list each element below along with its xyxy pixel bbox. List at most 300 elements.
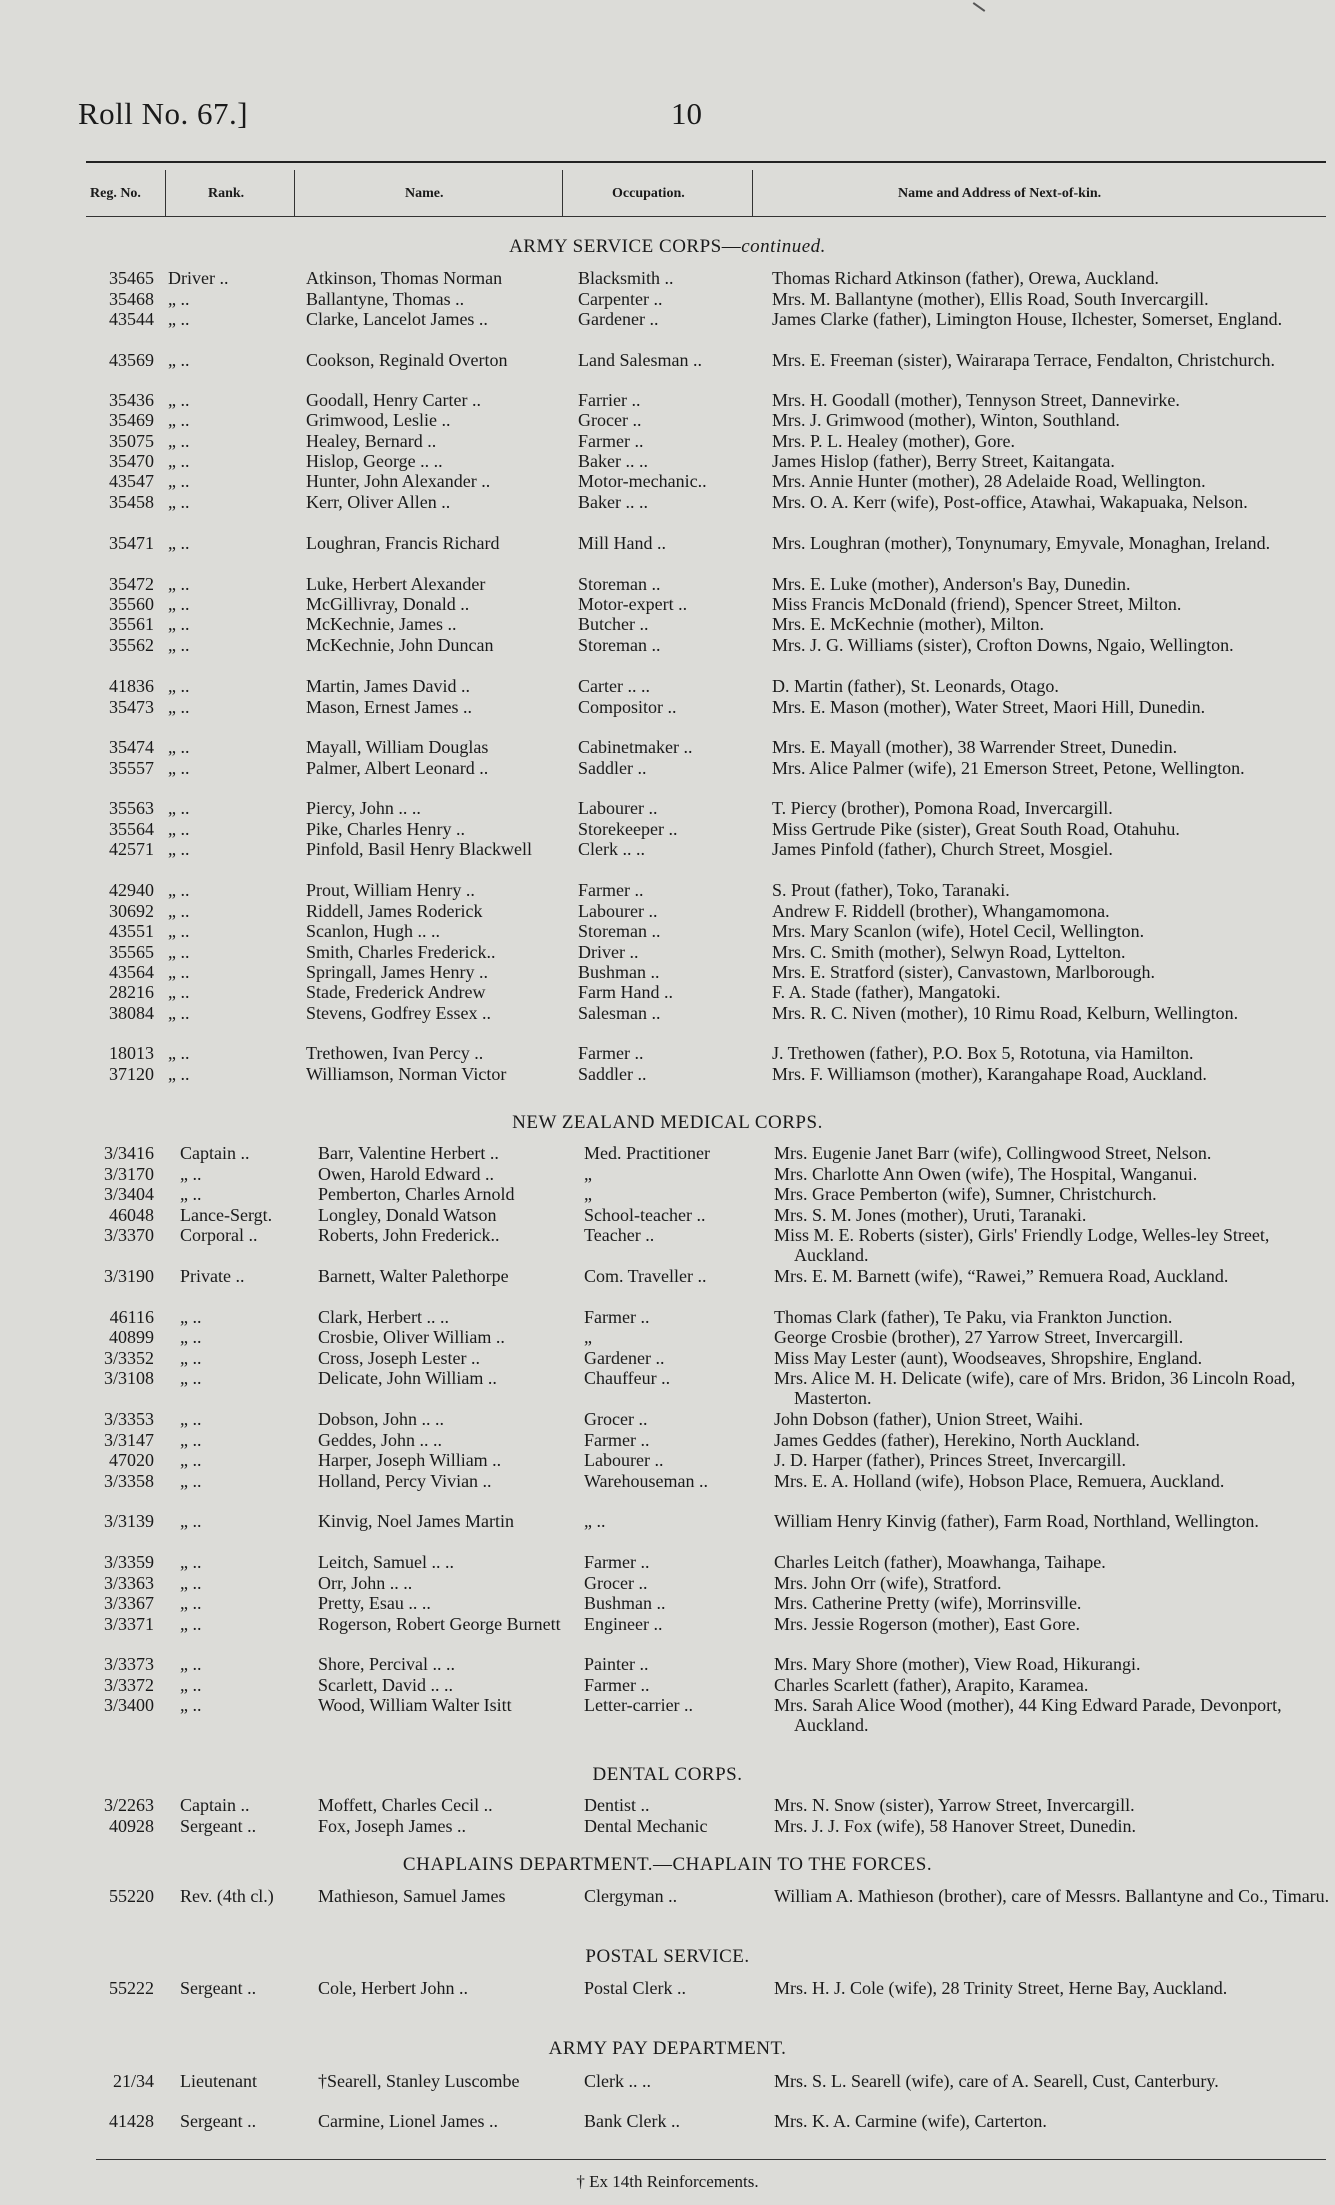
rank: „ .. xyxy=(180,1164,202,1184)
next-of-kin: Charles Leitch (father), Moawhanga, Taihape. xyxy=(774,1552,1106,1572)
reg-no: 35472 xyxy=(109,574,154,594)
occupation: Storekeeper .. xyxy=(578,819,678,839)
section-title: ARMY SERVICE CORPS— xyxy=(509,236,742,257)
next-of-kin: James Hislop (father), Berry Street, Kaitangata. xyxy=(772,451,1115,471)
occupation: Grocer .. xyxy=(584,1409,648,1429)
soldier-name: Clarke, Lancelot James .. xyxy=(306,309,488,329)
reg-no: 35468 xyxy=(109,289,154,309)
col-header-reg: Reg. No. xyxy=(90,186,141,201)
reg-no: 43551 xyxy=(109,921,154,941)
reg-no: 35562 xyxy=(109,635,154,655)
soldier-name: Orr, John .. .. xyxy=(318,1573,413,1593)
rank: „ .. xyxy=(180,1368,202,1388)
soldier-name: Holland, Percy Vivian .. xyxy=(318,1471,492,1491)
occupation: Farrier .. xyxy=(578,390,641,410)
next-of-kin: J. D. Harper (father), Princes Street, Invercargill. xyxy=(774,1450,1127,1470)
occupation: Driver .. xyxy=(578,942,639,962)
soldier-name: Riddell, James Roderick xyxy=(306,901,483,921)
occupation: Storeman .. xyxy=(578,574,661,594)
rank: Sergeant .. xyxy=(180,1978,257,1998)
rank: „ .. xyxy=(168,574,190,594)
next-of-kin: Mrs. Annie Hunter (mother), 28 Adelaide Road, Wellington. xyxy=(772,471,1206,491)
occupation: Saddler .. xyxy=(578,758,647,778)
page-header xyxy=(78,96,1328,136)
occupation: Storeman .. xyxy=(578,921,661,941)
occupation: Farmer .. xyxy=(578,880,644,900)
soldier-name: Stade, Frederick Andrew xyxy=(306,982,486,1002)
next-of-kin: James Geddes (father), Herekino, North Auckland. xyxy=(774,1430,1140,1450)
soldier-name: Delicate, John William .. xyxy=(318,1368,497,1388)
occupation: School-teacher .. xyxy=(584,1205,706,1225)
rank: „ .. xyxy=(180,1675,202,1695)
next-of-kin: Mrs. R. C. Niven (mother), 10 Rimu Road, Kelburn, Wellington. xyxy=(772,1003,1239,1023)
next-of-kin: John Dobson (father), Union Street, Waihi. xyxy=(774,1409,1084,1429)
reg-no: 3/3372 xyxy=(103,1675,154,1695)
occupation: Farmer .. xyxy=(578,1043,644,1063)
reg-no: 42571 xyxy=(109,839,154,859)
next-of-kin: Mrs. Eugenie Janet Barr (wife), Collingwood Street, Nelson. xyxy=(774,1143,1212,1163)
soldier-name: Scanlon, Hugh .. .. xyxy=(306,921,440,941)
occupation: Farmer .. xyxy=(584,1552,650,1572)
occupation: Land Salesman .. xyxy=(578,350,702,370)
next-of-kin: Miss M. E. Roberts (sister), Girls' Friendly Lodge, Welles-ley Street, Auckland. xyxy=(774,1225,1270,1265)
soldier-name: Mason, Ernest James .. xyxy=(306,697,472,717)
next-of-kin: James Clarke (father), Limington House, Ilchester, Somerset, England. xyxy=(772,309,1283,329)
next-of-kin: Mrs. M. Ballantyne (mother), Ellis Road, South Invercargill. xyxy=(772,289,1209,309)
rank: „ .. xyxy=(180,1430,202,1450)
reg-no: 42940 xyxy=(109,880,154,900)
next-of-kin: Mrs. O. A. Kerr (wife), Post-office, Atawhai, Wakapuaka, Nelson. xyxy=(772,492,1248,512)
col-divider xyxy=(752,170,753,216)
rank: „ .. xyxy=(180,1614,202,1634)
rank: Captain .. xyxy=(180,1143,250,1163)
reg-no: 35458 xyxy=(109,492,154,512)
next-of-kin: Thomas Richard Atkinson (father), Orewa, Auckland. xyxy=(772,268,1159,288)
occupation: Grocer .. xyxy=(584,1573,648,1593)
occupation: Farmer .. xyxy=(584,1430,650,1450)
reg-no: 3/3404 xyxy=(103,1184,154,1204)
rank: Sergeant .. xyxy=(180,2111,257,2131)
reg-no: 3/2263 xyxy=(103,1795,154,1815)
page-number: 10 xyxy=(671,96,702,131)
rank: „ .. xyxy=(168,1003,190,1023)
rank: „ .. xyxy=(168,635,190,655)
occupation: Saddler .. xyxy=(578,1064,647,1084)
rank: „ .. xyxy=(168,676,190,696)
rank: „ .. xyxy=(180,1573,202,1593)
rank: „ .. xyxy=(180,1184,202,1204)
rank: „ .. xyxy=(168,533,190,553)
footnote: † Ex 14th Reinforcements. xyxy=(576,2172,759,2191)
reg-no: 38084 xyxy=(109,1003,154,1023)
soldier-name: Pinfold, Basil Henry Blackwell xyxy=(306,839,532,859)
rank: Private .. xyxy=(180,1266,245,1286)
rank: „ .. xyxy=(168,309,190,329)
soldier-name: Cole, Herbert John .. xyxy=(318,1978,468,1998)
rank: Sergeant .. xyxy=(180,1816,257,1836)
reg-no: 3/3373 xyxy=(103,1654,154,1674)
soldier-name: Martin, James David .. xyxy=(306,676,470,696)
soldier-name: Palmer, Albert Leonard .. xyxy=(306,758,489,778)
col-divider xyxy=(165,170,166,216)
reg-no: 3/3352 xyxy=(103,1348,154,1368)
rank: „ .. xyxy=(168,350,190,370)
next-of-kin: Mrs. John Orr (wife), Stratford. xyxy=(774,1573,1002,1593)
reg-no: 55220 xyxy=(109,1886,154,1906)
next-of-kin: Mrs. J. G. Williams (sister), Crofton Downs, Ngaio, Wellington. xyxy=(772,635,1234,655)
reg-no: 35436 xyxy=(109,390,154,410)
rank: „ .. xyxy=(168,492,190,512)
soldier-name: Harper, Joseph William .. xyxy=(318,1450,502,1470)
next-of-kin: Mrs. Mary Shore (mother), View Road, Hikurangi. xyxy=(774,1654,1141,1674)
reg-no: 35561 xyxy=(109,614,154,634)
next-of-kin: Charles Scarlett (father), Arapito, Karamea. xyxy=(774,1675,1089,1695)
rank: „ .. xyxy=(180,1348,202,1368)
reg-no: 3/3370 xyxy=(103,1225,154,1245)
next-of-kin: Mrs. Jessie Rogerson (mother), East Gore. xyxy=(774,1614,1080,1634)
rank: Rev. (4th cl.) xyxy=(180,1886,274,1906)
occupation: Baker .. .. xyxy=(578,492,648,512)
rank: „ .. xyxy=(168,901,190,921)
soldier-name: Carmine, Lionel James .. xyxy=(318,2111,498,2131)
reg-no: 3/3353 xyxy=(103,1409,154,1429)
occupation: Butcher .. xyxy=(578,614,649,634)
next-of-kin: Mrs. Alice M. H. Delicate (wife), care of Mrs. Bridon, 36 Lincoln Road, Masterton. xyxy=(774,1368,1296,1408)
next-of-kin: Mrs. P. L. Healey (mother), Gore. xyxy=(772,431,1015,451)
soldier-name: Healey, Bernard .. xyxy=(306,431,437,451)
next-of-kin: Mrs. Loughran (mother), Tonynumary, Emyvale, Monaghan, Ireland. xyxy=(772,533,1271,553)
occupation: Carter .. .. xyxy=(578,676,650,696)
reg-no: 3/3170 xyxy=(103,1164,154,1184)
reg-no: 43547 xyxy=(109,471,154,491)
rank: „ .. xyxy=(180,1511,202,1531)
soldier-name: Shore, Percival .. .. xyxy=(318,1654,455,1674)
reg-no: 43544 xyxy=(109,309,154,329)
occupation: Compositor .. xyxy=(578,697,677,717)
soldier-name: McKechnie, John Duncan xyxy=(306,635,494,655)
occupation: Postal Clerk .. xyxy=(584,1978,686,1998)
soldier-name: Prout, William Henry .. xyxy=(306,880,475,900)
reg-no: 3/3358 xyxy=(103,1471,154,1491)
soldier-name: Fox, Joseph James .. xyxy=(318,1816,466,1836)
next-of-kin: Mrs. F. Williamson (mother), Karangahape Road, Auckland. xyxy=(772,1064,1207,1084)
section-nz-medical-corps: NEW ZEALAND MEDICAL CORPS. xyxy=(512,1112,823,1133)
reg-no: 3/3367 xyxy=(103,1593,154,1613)
next-of-kin: William Henry Kinvig (father), Farm Road, Northland, Wellington. xyxy=(774,1511,1259,1531)
next-of-kin: Mrs. E. Luke (mother), Anderson's Bay, Dunedin. xyxy=(772,574,1131,594)
rank: „ .. xyxy=(168,1043,190,1063)
next-of-kin: Mrs. Charlotte Ann Owen (wife), The Hospital, Wanganui. xyxy=(774,1164,1198,1184)
next-of-kin: Mrs. E. Stratford (sister), Canvastown, Marlborough. xyxy=(772,962,1155,982)
rank: „ .. xyxy=(168,697,190,717)
soldier-name: Owen, Harold Edward .. xyxy=(318,1164,494,1184)
soldier-name: Crosbie, Oliver William .. xyxy=(318,1327,505,1347)
occupation: „ xyxy=(584,1164,592,1184)
col-divider xyxy=(294,170,295,216)
reg-no: 3/3190 xyxy=(103,1266,154,1286)
soldier-name: Pemberton, Charles Arnold xyxy=(318,1184,515,1204)
occupation: Baker .. .. xyxy=(578,451,648,471)
reg-no: 35565 xyxy=(109,942,154,962)
next-of-kin: T. Piercy (brother), Pomona Road, Invercargill. xyxy=(772,798,1113,818)
rank: „ .. xyxy=(168,982,190,1002)
reg-no: 35075 xyxy=(109,431,154,451)
occupation: Motor-mechanic.. xyxy=(578,471,707,491)
reg-no: 40928 xyxy=(109,1816,154,1836)
roll-number: Roll No. 67.] xyxy=(78,96,249,131)
rank: „ .. xyxy=(168,758,190,778)
soldier-name: Cross, Joseph Lester .. xyxy=(318,1348,480,1368)
occupation: Warehouseman .. xyxy=(584,1471,709,1491)
occupation: Labourer .. xyxy=(578,901,658,921)
occupation: „ xyxy=(584,1184,592,1204)
next-of-kin: J. Trethowen (father), P.O. Box 5, Rototuna, via Hamilton. xyxy=(772,1043,1194,1063)
scan-mark xyxy=(973,2,986,12)
next-of-kin: Mrs. E. McKechnie (mother), Milton. xyxy=(772,614,1044,634)
soldier-name: Luke, Herbert Alexander xyxy=(306,574,486,594)
col-header-next-of-kin: Name and Address of Next-of-kin. xyxy=(898,186,1102,201)
next-of-kin: D. Martin (father), St. Leonards, Otago. xyxy=(772,676,1059,696)
next-of-kin: Mrs. J. J. Fox (wife), 58 Hanover Street, Dunedin. xyxy=(774,1816,1136,1836)
rank: „ .. xyxy=(168,451,190,471)
reg-no: 3/3139 xyxy=(103,1511,154,1531)
soldier-name: Atkinson, Thomas Norman xyxy=(306,268,503,288)
rank: „ .. xyxy=(180,1307,202,1327)
reg-no: 3/3400 xyxy=(103,1695,154,1715)
reg-no: 21/34 xyxy=(112,2071,154,2091)
reg-no: 35470 xyxy=(109,451,154,471)
rank: „ .. xyxy=(168,962,190,982)
soldier-name: Roberts, John Frederick.. xyxy=(318,1225,500,1245)
reg-no: 40899 xyxy=(109,1327,154,1347)
occupation: Engineer .. xyxy=(584,1614,663,1634)
col-header-rank: Rank. xyxy=(208,186,245,201)
rank: „ .. xyxy=(168,921,190,941)
section-army-service-corps xyxy=(0,236,1335,258)
next-of-kin: Mrs. E. A. Holland (wife), Hobson Place, Remuera, Auckland. xyxy=(774,1471,1225,1491)
occupation: „ xyxy=(584,1327,592,1347)
rank: „ .. xyxy=(180,1450,202,1470)
rank: „ .. xyxy=(168,880,190,900)
soldier-name: Barr, Valentine Herbert .. xyxy=(318,1143,499,1163)
rank: „ .. xyxy=(180,1409,202,1429)
soldier-name: Kinvig, Noel James Martin xyxy=(318,1511,514,1531)
soldier-name: Kerr, Oliver Allen .. xyxy=(306,492,451,512)
soldier-name: Dobson, John .. .. xyxy=(318,1409,445,1429)
next-of-kin: Mrs. J. Grimwood (mother), Winton, Southland. xyxy=(772,410,1120,430)
reg-no: 47020 xyxy=(109,1450,154,1470)
soldier-name: Wood, William Walter Isitt xyxy=(318,1695,512,1715)
next-of-kin: Mrs. Catherine Pretty (wife), Morrinsville. xyxy=(774,1593,1082,1613)
next-of-kin: Mrs. K. A. Carmine (wife), Carterton. xyxy=(774,2111,1047,2131)
rank: „ .. xyxy=(168,410,190,430)
rank: „ .. xyxy=(180,1695,202,1715)
soldier-name: Pike, Charles Henry .. xyxy=(306,819,465,839)
reg-no: 30692 xyxy=(109,901,154,921)
reg-no: 3/3359 xyxy=(103,1552,154,1572)
next-of-kin: James Pinfold (father), Church Street, Mosgiel. xyxy=(772,839,1113,859)
rank: „ .. xyxy=(168,819,190,839)
rank: Lieutenant xyxy=(180,2071,257,2091)
section-postal-service: POSTAL SERVICE. xyxy=(585,1946,750,1967)
occupation: Carpenter .. xyxy=(578,289,663,309)
occupation: Teacher .. xyxy=(584,1225,655,1245)
soldier-name: Leitch, Samuel .. .. xyxy=(318,1552,454,1572)
next-of-kin: Miss Gertrude Pike (sister), Great South Road, Otahuhu. xyxy=(772,819,1180,839)
reg-no: 46048 xyxy=(109,1205,154,1225)
reg-no: 18013 xyxy=(109,1043,154,1063)
occupation: Letter-carrier .. xyxy=(584,1695,694,1715)
next-of-kin: Mrs. E. Mason (mother), Water Street, Maori Hill, Dunedin. xyxy=(772,697,1206,717)
occupation: Cabinetmaker .. xyxy=(578,737,693,757)
reg-no: 35560 xyxy=(109,594,154,614)
soldier-name: Ballantyne, Thomas .. xyxy=(306,289,465,309)
section-continued: continued. xyxy=(741,236,826,257)
reg-no: 41428 xyxy=(109,2111,154,2131)
next-of-kin: Mrs. Grace Pemberton (wife), Sumner, Christchurch. xyxy=(774,1184,1157,1204)
occupation: Clerk .. .. xyxy=(584,2071,651,2091)
header-rule-bottom xyxy=(86,216,1326,217)
next-of-kin: Mrs. S. M. Jones (mother), Uruti, Taranaki. xyxy=(774,1205,1087,1225)
occupation: Gardener .. xyxy=(584,1348,665,1368)
soldier-name: Loughran, Francis Richard xyxy=(306,533,500,553)
occupation: Blacksmith .. xyxy=(578,268,674,288)
occupation: Com. Traveller .. xyxy=(584,1266,707,1286)
soldier-name: Rogerson, Robert George Burnett xyxy=(318,1614,561,1634)
occupation: Bank Clerk .. xyxy=(584,2111,680,2131)
header-rule-top xyxy=(86,161,1326,163)
reg-no: 3/3147 xyxy=(103,1430,154,1450)
next-of-kin: Thomas Clark (father), Te Paku, via Frankton Junction. xyxy=(774,1307,1173,1327)
next-of-kin: Mrs. E. Mayall (mother), 38 Warrender Street, Dunedin. xyxy=(772,737,1178,757)
next-of-kin: F. A. Stade (father), Mangatoki. xyxy=(772,982,1001,1002)
reg-no: 43569 xyxy=(109,350,154,370)
rank: Corporal .. xyxy=(180,1225,258,1245)
soldier-name: Stevens, Godfrey Essex .. xyxy=(306,1003,491,1023)
next-of-kin: Mrs. E. M. Barnett (wife), “Rawei,” Remuera Road, Auckland. xyxy=(774,1266,1229,1286)
occupation: „ .. xyxy=(584,1511,606,1531)
rank: Captain .. xyxy=(180,1795,250,1815)
next-of-kin: S. Prout (father), Toko, Taranaki. xyxy=(772,880,1010,900)
reg-no: 28216 xyxy=(109,982,154,1002)
soldier-name: Barnett, Walter Palethorpe xyxy=(318,1266,509,1286)
occupation: Storeman .. xyxy=(578,635,661,655)
reg-no: 35474 xyxy=(109,737,154,757)
soldier-name: †Searell, Stanley Luscombe xyxy=(318,2071,520,2091)
occupation: Bushman .. xyxy=(584,1593,666,1613)
soldier-name: Pretty, Esau .. .. xyxy=(318,1593,431,1613)
next-of-kin: Mrs. C. Smith (mother), Selwyn Road, Lyttelton. xyxy=(772,942,1126,962)
rank: „ .. xyxy=(168,594,190,614)
reg-no: 43564 xyxy=(109,962,154,982)
rank: „ .. xyxy=(168,1064,190,1084)
col-header-name: Name. xyxy=(405,186,444,201)
rank: „ .. xyxy=(168,471,190,491)
reg-no: 55222 xyxy=(109,1978,154,1998)
next-of-kin: Mrs. Mary Scanlon (wife), Hotel Cecil, Wellington. xyxy=(772,921,1145,941)
reg-no: 35563 xyxy=(109,798,154,818)
soldier-name: Moffett, Charles Cecil .. xyxy=(318,1795,493,1815)
next-of-kin: Mrs. H. J. Cole (wife), 28 Trinity Street, Herne Bay, Auckland. xyxy=(774,1978,1228,1998)
rank: „ .. xyxy=(180,1552,202,1572)
rank: „ .. xyxy=(168,737,190,757)
soldier-name: Grimwood, Leslie .. xyxy=(306,410,451,430)
next-of-kin: Mrs. N. Snow (sister), Yarrow Street, Invercargill. xyxy=(774,1795,1135,1815)
section-army-pay: ARMY PAY DEPARTMENT. xyxy=(548,2038,787,2059)
next-of-kin: Mrs. Alice Palmer (wife), 21 Emerson Street, Petone, Wellington. xyxy=(772,758,1245,778)
next-of-kin: William A. Mathieson (brother), care of Messrs. Ballantyne and Co., Timaru. xyxy=(774,1886,1330,1906)
soldier-name: Hislop, George .. .. xyxy=(306,451,443,471)
rank: „ .. xyxy=(168,798,190,818)
rank: „ .. xyxy=(180,1471,202,1491)
soldier-name: Hunter, John Alexander .. xyxy=(306,471,491,491)
rank: „ .. xyxy=(168,839,190,859)
soldier-name: Geddes, John .. .. xyxy=(318,1430,442,1450)
soldier-name: Springall, James Henry .. xyxy=(306,962,488,982)
occupation: Grocer .. xyxy=(578,410,642,430)
occupation: Gardener .. xyxy=(578,309,659,329)
reg-no: 3/3108 xyxy=(103,1368,154,1388)
occupation: Farmer .. xyxy=(584,1307,650,1327)
occupation: Labourer .. xyxy=(584,1450,664,1470)
soldier-name: Mayall, William Douglas xyxy=(306,737,489,757)
occupation: Med. Practitioner xyxy=(584,1143,710,1163)
section-chaplains: CHAPLAINS DEPARTMENT.—CHAPLAIN TO THE FORCES. xyxy=(402,1854,933,1875)
next-of-kin: Miss Francis McDonald (friend), Spencer Street, Milton. xyxy=(772,594,1182,614)
occupation: Mill Hand .. xyxy=(578,533,666,553)
next-of-kin: Mrs. S. L. Searell (wife), care of A. Searell, Cust, Canterbury. xyxy=(774,2071,1219,2091)
reg-no: 3/3416 xyxy=(103,1143,154,1163)
reg-no: 35564 xyxy=(109,819,154,839)
soldier-name: McKechnie, James .. xyxy=(306,614,457,634)
soldier-name: McGillivray, Donald .. xyxy=(306,594,470,614)
reg-no: 37120 xyxy=(109,1064,154,1084)
reg-no: 35465 xyxy=(109,268,154,288)
reg-no: 35473 xyxy=(109,697,154,717)
section-dental-corps: DENTAL CORPS. xyxy=(592,1764,743,1785)
rank: „ .. xyxy=(168,289,190,309)
occupation: Farmer .. xyxy=(578,431,644,451)
reg-no: 3/3371 xyxy=(103,1614,154,1634)
reg-no: 35471 xyxy=(109,533,154,553)
soldier-name: Longley, Donald Watson xyxy=(318,1205,497,1225)
soldier-name: Piercy, John .. .. xyxy=(306,798,421,818)
reg-no: 3/3363 xyxy=(103,1573,154,1593)
soldier-name: Smith, Charles Frederick.. xyxy=(306,942,496,962)
occupation: Labourer .. xyxy=(578,798,658,818)
rank: „ .. xyxy=(180,1327,202,1347)
soldier-name: Williamson, Norman Victor xyxy=(306,1064,507,1084)
rank: Lance-Sergt. xyxy=(180,1205,273,1225)
rank: „ .. xyxy=(168,942,190,962)
rank: Driver .. xyxy=(168,268,229,288)
rank: „ .. xyxy=(168,390,190,410)
next-of-kin: Miss May Lester (aunt), Woodseaves, Shropshire, England. xyxy=(774,1348,1203,1368)
occupation: Dental Mechanic xyxy=(584,1816,708,1836)
rank: „ .. xyxy=(180,1654,202,1674)
occupation: Bushman .. xyxy=(578,962,660,982)
occupation: Painter .. xyxy=(584,1654,649,1674)
soldier-name: Trethowen, Ivan Percy .. xyxy=(306,1043,484,1063)
col-header-occupation: Occupation. xyxy=(612,186,685,201)
footnote-rule xyxy=(96,2159,1326,2160)
soldier-name: Clark, Herbert .. .. xyxy=(318,1307,449,1327)
soldier-name: Mathieson, Samuel James xyxy=(318,1886,506,1906)
reg-no: 46116 xyxy=(109,1307,154,1327)
reg-no: 35469 xyxy=(109,410,154,430)
rank: „ .. xyxy=(168,614,190,634)
next-of-kin: Mrs. H. Goodall (mother), Tennyson Street, Dannevirke. xyxy=(772,390,1180,410)
